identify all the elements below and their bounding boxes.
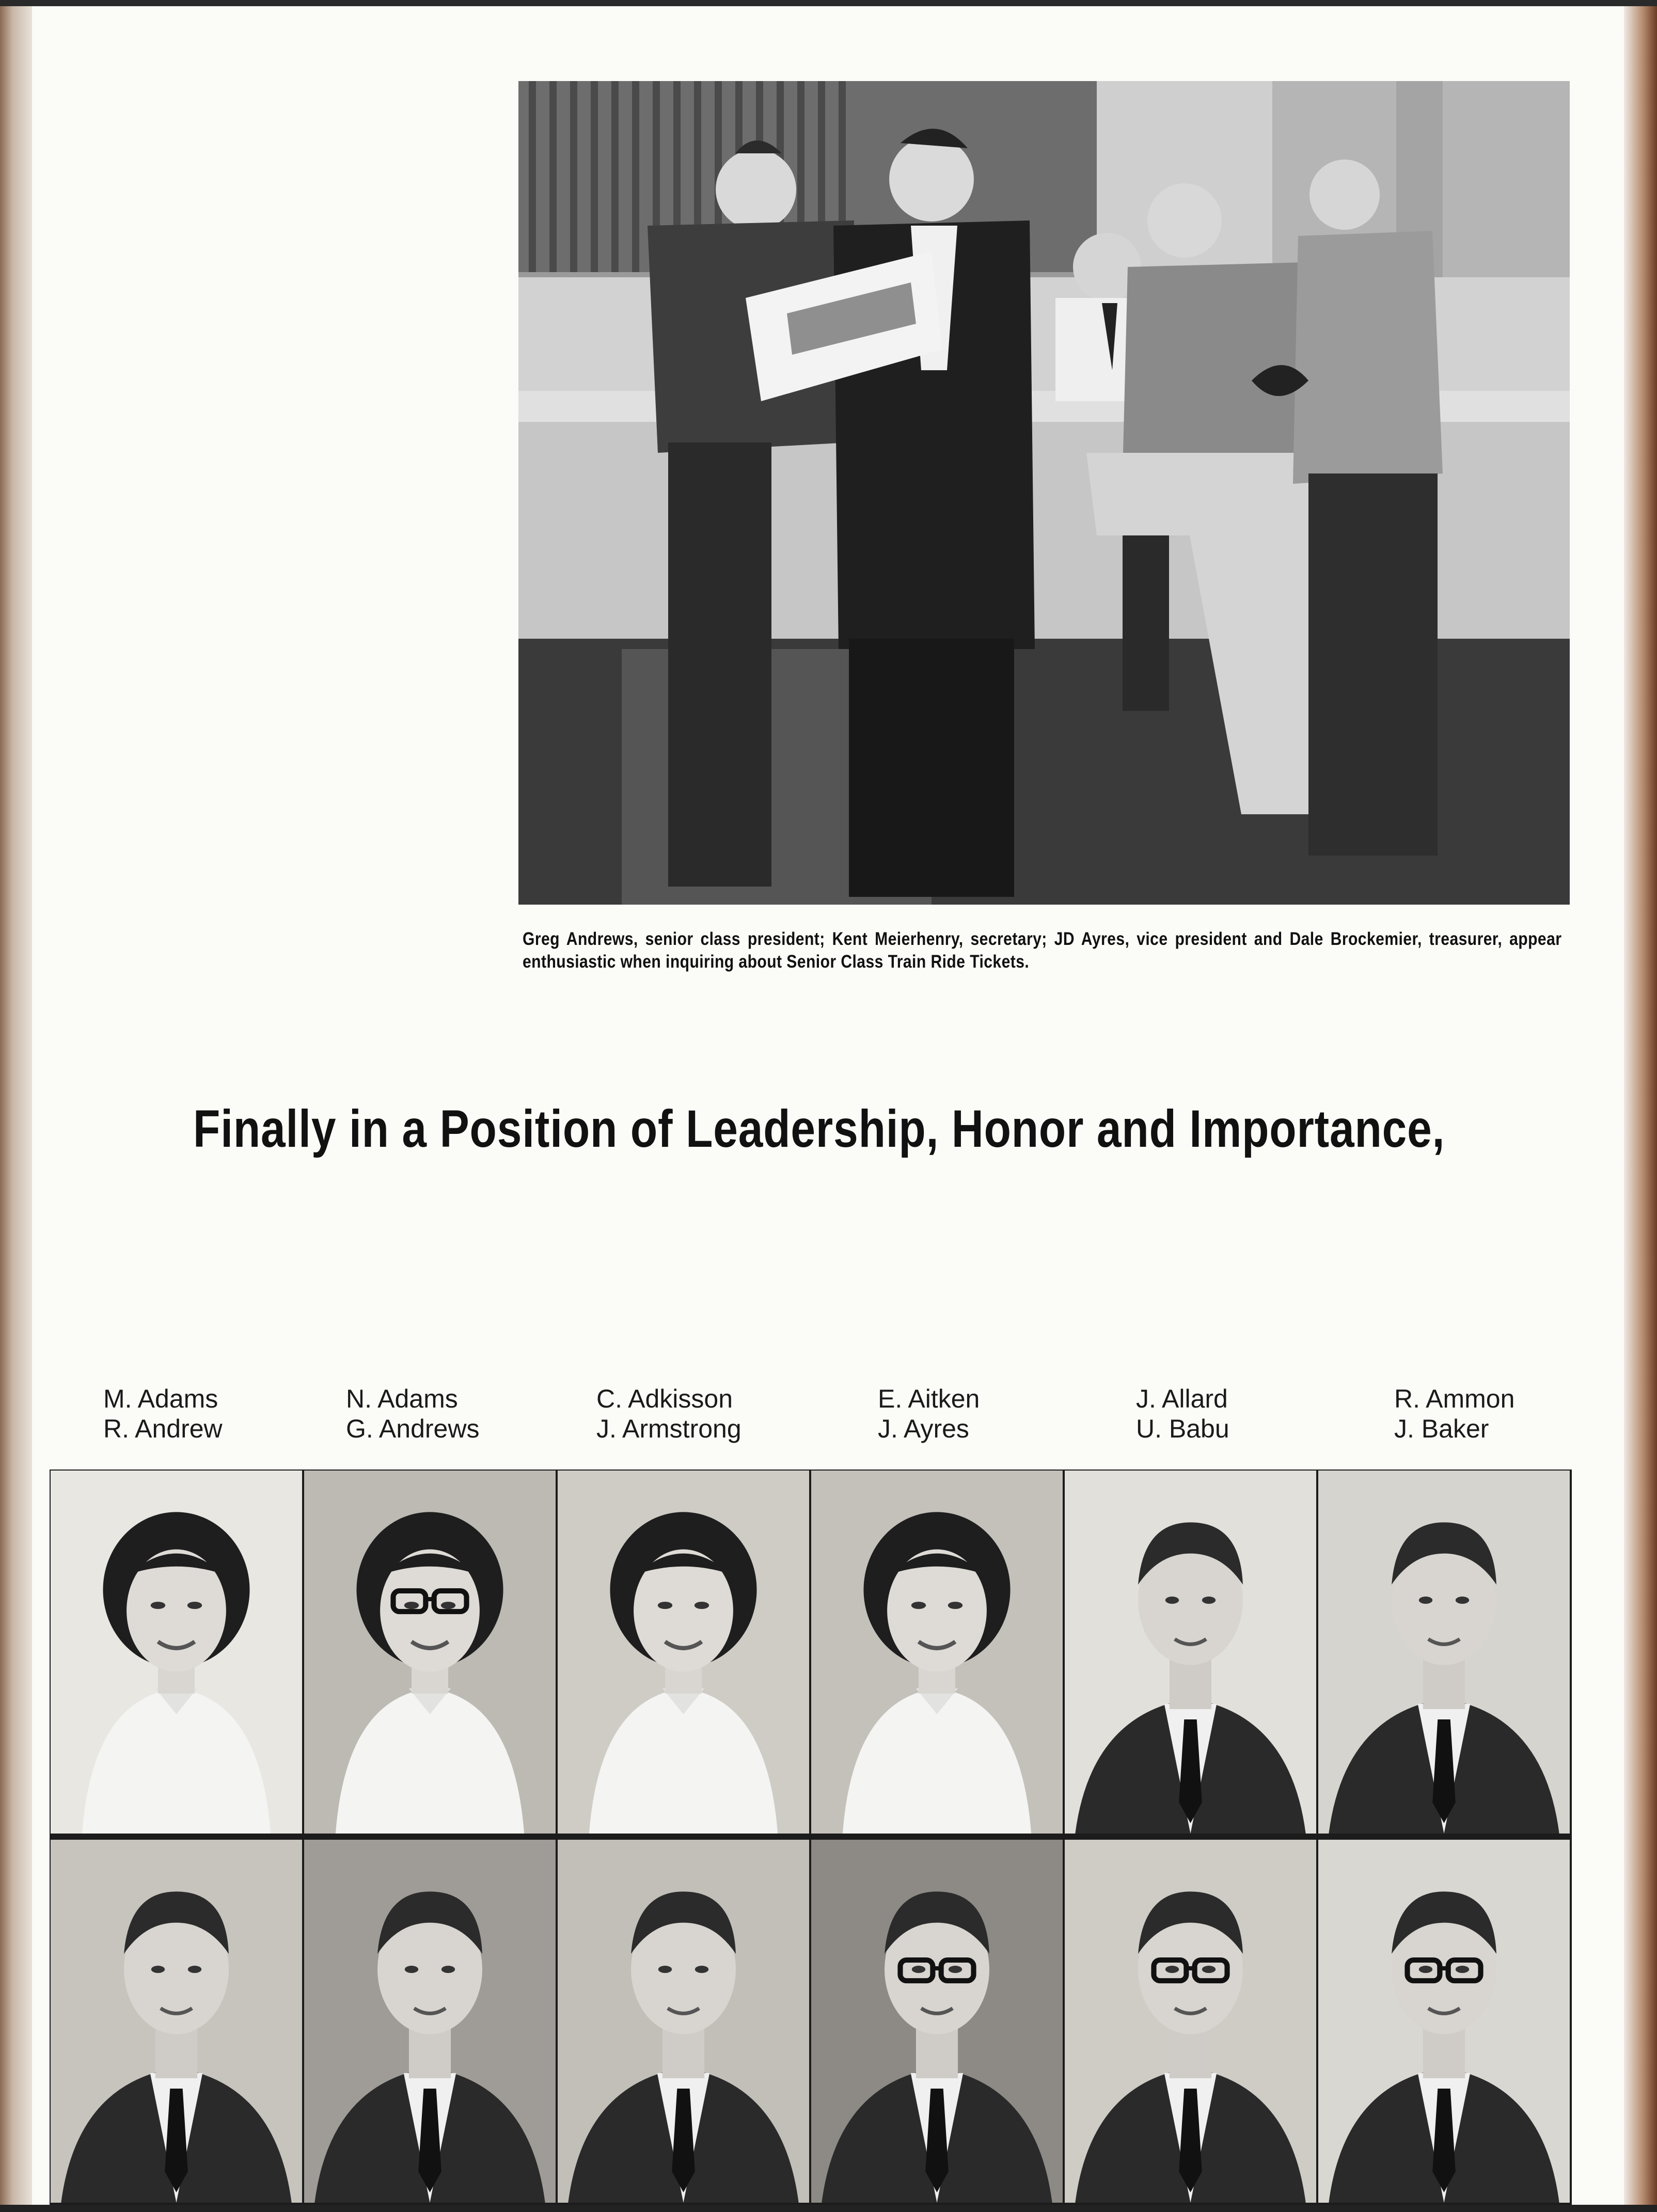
page-headline: Finally in a Position of Leadership, Honor and Importance, — [193, 1099, 1445, 1158]
name-label: G. Andrews — [346, 1414, 480, 1443]
student-portrait — [558, 1840, 809, 2203]
class-officers-photo — [518, 81, 1570, 905]
student-portrait — [1065, 1471, 1316, 1834]
name-label: R. Andrew — [103, 1414, 223, 1443]
senior-portrait-grid — [50, 1470, 1572, 2205]
name-label: R. Ammon — [1394, 1384, 1515, 1413]
student-portrait — [1065, 1840, 1316, 2203]
name-label: J. Ayres — [878, 1414, 969, 1443]
name-label: M. Adams — [103, 1384, 218, 1413]
student-name-labels — [52, 1384, 1601, 1451]
name-label: J. Allard — [1136, 1384, 1228, 1413]
name-column-2 — [346, 1384, 479, 1444]
name-column-3 — [596, 1384, 741, 1444]
student-portrait — [811, 1471, 1063, 1834]
name-label: C. Adkisson — [596, 1384, 733, 1413]
name-column-6 — [1394, 1384, 1514, 1444]
name-label: U. Babu — [1136, 1414, 1229, 1443]
name-label: J. Baker — [1394, 1414, 1489, 1443]
portrait-figure — [51, 1840, 302, 2203]
student-portrait — [51, 1471, 302, 1834]
portrait-figure — [811, 1840, 1063, 2203]
student-portrait — [1318, 1840, 1570, 2203]
portrait-figure — [1318, 1840, 1570, 2203]
page-bottom-edge — [0, 2205, 1657, 2212]
student-portrait — [51, 1840, 302, 2203]
name-column-1 — [103, 1384, 223, 1444]
student-portrait — [304, 1840, 556, 2203]
portrait-figure — [558, 1840, 809, 2203]
page-top-edge — [0, 0, 1657, 6]
student-portrait — [304, 1471, 556, 1834]
class-officers-photo-art — [518, 81, 1570, 905]
portrait-figure — [558, 1471, 809, 1834]
student-portrait — [558, 1471, 809, 1834]
photo-caption: Greg Andrews, senior class president; Kent Meierhenry, secretary; JD Ayres, vice president and Dale Brockemier, treasurer, appear enthusiastic when inquiring about Senior Class Train Ride Tickets. — [523, 929, 1562, 972]
name-column-4 — [878, 1384, 980, 1444]
name-label: N. Adams — [346, 1384, 458, 1413]
portrait-figure — [1065, 1840, 1316, 2203]
name-column-5 — [1136, 1384, 1229, 1444]
portrait-figure — [304, 1840, 556, 2203]
page-binding — [0, 0, 32, 2212]
student-portrait — [811, 1840, 1063, 2203]
student-portrait — [1318, 1471, 1570, 1834]
portrait-figure — [51, 1471, 302, 1834]
portrait-figure — [1065, 1471, 1316, 1834]
page-right-edge — [1624, 0, 1657, 2212]
portrait-figure — [304, 1471, 556, 1834]
name-label: J. Armstrong — [596, 1414, 741, 1443]
portrait-figure — [811, 1471, 1063, 1834]
portrait-figure — [1318, 1471, 1570, 1834]
name-label: E. Aitken — [878, 1384, 980, 1413]
